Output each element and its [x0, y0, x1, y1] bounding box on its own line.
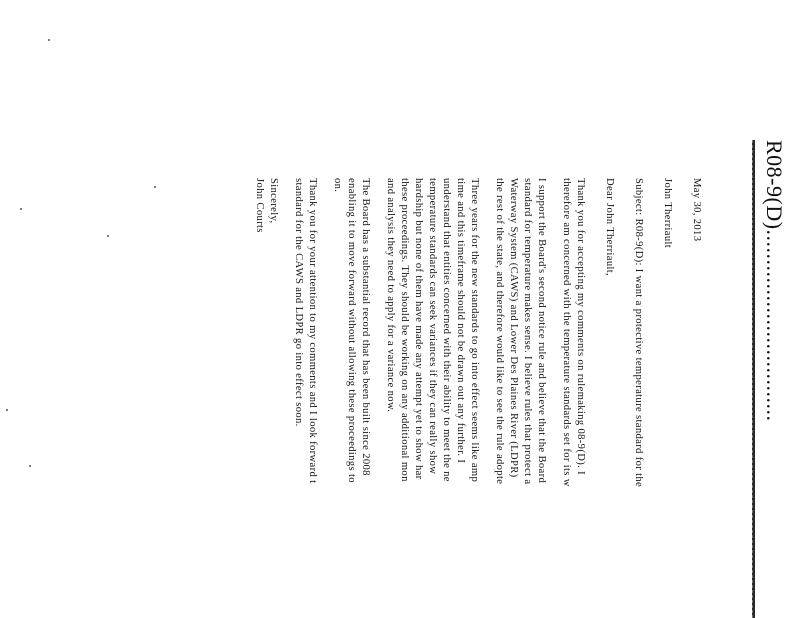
paragraph-3-line-3: understand that entities concerned with their ability to meet the ne [441, 178, 452, 482]
scan-speck [48, 39, 50, 41]
paragraph-4-line-1: The Board has a substantial record that has been built since 2008 [360, 178, 371, 476]
scan-speck [6, 409, 8, 411]
paragraph-5-line-2: standard for the CAWS and LDPR go into effect soon. [293, 178, 304, 427]
scan-speck [154, 186, 156, 188]
scan-speck [20, 208, 22, 210]
scan-speck [29, 465, 31, 467]
paragraph-3-line-5: hardship but none of them have made any attempt yet to show har [413, 178, 424, 480]
paragraph-4-line-2: enabling it to move forward without allowing these proceedings to [346, 178, 357, 483]
letter-date: May 30, 2013 [691, 178, 702, 242]
paragraph-2-line-1: I support the Board's second notice rule and believe that the Board [536, 178, 547, 484]
paragraph-2-line-3: Waterway System (CAWS) and Lower Des Plaines River (LDPR) [508, 178, 519, 478]
paragraph-3-line-1: Three years for the new standards to go into effect seems like amp [469, 178, 480, 483]
paragraph-3-line-7: and analysis they need to apply for a variance now. [385, 178, 396, 413]
header-leader: ................................ [762, 229, 787, 422]
paragraph-2-line-4: the rest of the state, and therefore would like to see the rule adopte [494, 178, 505, 485]
docket-number: R08-9(D) [762, 140, 787, 230]
paragraph-5-line-1: Thank you for your attention to my comments and I look forward t [307, 178, 318, 484]
paragraph-3-line-2: time and this timeframe should not be drawn out any further. I [455, 178, 466, 464]
paragraph-1-line-2: therefore am concerned with the temperature standards set for its w [561, 178, 572, 487]
paragraph-3-line-6: these proceedings. They should be working on any additional mon [399, 178, 410, 482]
paragraph-2-line-2: standard for temperature makes sense. I believe rules that protect a [522, 178, 533, 485]
scan-speck [107, 235, 109, 237]
docket-header [763, 140, 785, 422]
paragraph-4-line-3: on. [332, 178, 343, 193]
paragraph-3-line-4: temperature standards can seek variances if they can really show [427, 178, 438, 475]
subject-line: Subject: R08-9(D): I want a protective temperature standard for the [633, 178, 644, 488]
header-rule [752, 140, 755, 618]
paragraph-1-line-1: Thank you for accepting my comments on rulemaking 08-9(D). I [575, 178, 586, 475]
salutation: Dear John Therriault, [604, 178, 615, 277]
recipient-name: John Therriault [662, 178, 673, 249]
signature-name: John Courts [254, 178, 265, 233]
closing: Sincerely, [268, 178, 279, 224]
